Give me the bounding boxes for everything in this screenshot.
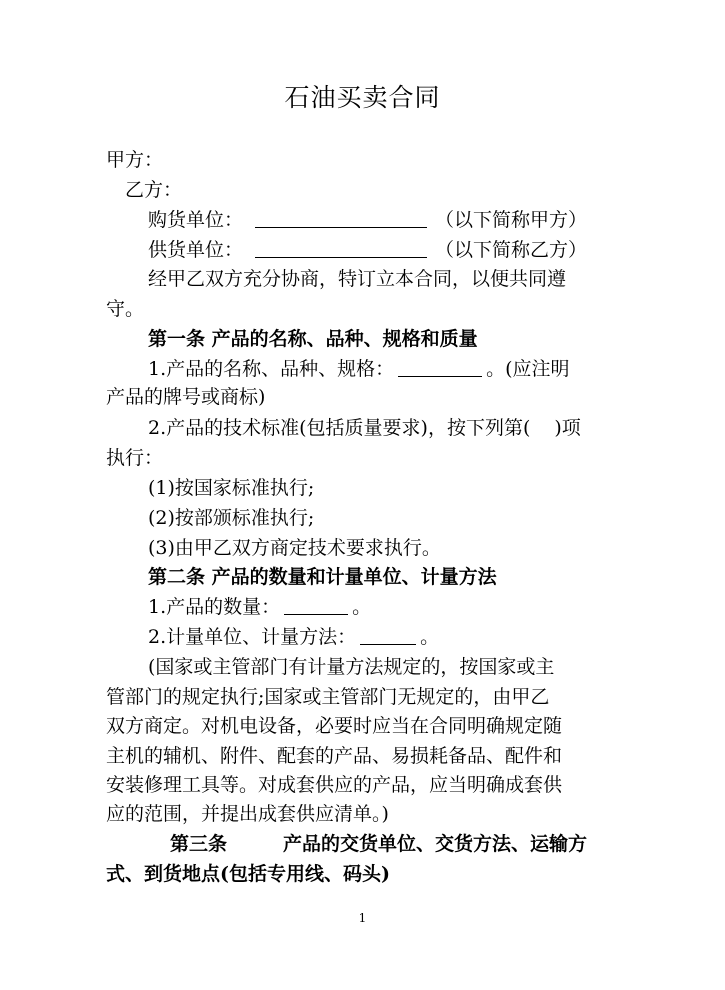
art2-item1-tail: 。 — [352, 596, 372, 618]
art2-note-line: 主机的辅机、附件、配套的产品、易损耗备品、配件和 — [106, 745, 563, 767]
art2-item2-tail: 。 — [420, 626, 440, 648]
art2-item2-blank[interactable] — [360, 624, 416, 645]
art2-item2-text: 2.计量单位、计量方法： — [148, 626, 357, 648]
article-3-heading-number: 第三条 — [170, 833, 228, 855]
article-2-heading: 第二条 产品的数量和计量单位、计量方法 — [148, 566, 497, 588]
article-3-heading: 产品的交货单位、交货方法、运输方 — [283, 833, 588, 855]
seller-blank[interactable] — [255, 237, 427, 258]
contract-title: 石油买卖合同 — [284, 83, 441, 112]
art2-note-line: 管部门的规定执行;国家或主管部门无规定的，由甲乙 — [106, 686, 550, 708]
art1-item2-tail: )项 — [554, 417, 581, 439]
art2-item1-text: 1.产品的数量： — [148, 596, 281, 618]
art2-item1-blank[interactable] — [284, 594, 348, 615]
art1-item1-cont: 产品的牌号或商标) — [106, 386, 266, 408]
seller-line — [148, 237, 587, 263]
art2-item2-line — [148, 624, 439, 650]
art1-item1-tail: 。(应注明 — [486, 358, 570, 380]
art2-note-line: 安装修理工具等。对成套供应的产品，应当明确成套供 — [106, 774, 563, 796]
art1-item2-line — [148, 415, 581, 441]
art1-item1-text: 1.产品的名称、品种、规格： — [148, 358, 395, 380]
page-number: 1 — [358, 911, 367, 925]
buyer-suffix: （以下简称甲方） — [435, 209, 588, 231]
seller-label: 供货单位： — [148, 239, 244, 261]
art1-item2-cont: 执行： — [106, 447, 164, 469]
art1-item2-text: 2.产品的技术标准(包括质量要求)，按下列第( — [148, 417, 531, 439]
party-a-line: 甲方： — [106, 149, 164, 171]
article-1-heading: 第一条 产品的名称、品种、规格和质量 — [148, 328, 478, 350]
buyer-label: 购货单位： — [148, 209, 244, 231]
intro-line-1: 经甲乙双方充分协商，特订立本合同，以便共同遵 — [148, 268, 567, 290]
art1-option-2: (2)按部颁标准执行; — [148, 507, 315, 529]
buyer-line — [148, 207, 587, 233]
art2-item1-line — [148, 594, 371, 620]
art1-option-3: (3)由甲乙双方商定技术要求执行。 — [148, 537, 441, 559]
art2-note-line: (国家或主管部门有计量方法规定的，按国家或主 — [148, 656, 555, 678]
art1-item1-line — [148, 356, 570, 382]
seller-suffix: （以下简称乙方） — [435, 239, 588, 261]
art2-note-line: 双方商定。对机电设备，必要时应当在合同明确规定随 — [106, 715, 563, 737]
buyer-blank[interactable] — [255, 207, 427, 228]
art1-option-1: (1)按国家标准执行; — [148, 477, 315, 499]
party-b-line: 乙方： — [125, 179, 183, 201]
article-3-heading-cont: 式、到货地点(包括专用线、码头) — [106, 863, 390, 885]
intro-line-2: 守。 — [106, 298, 145, 320]
art1-item1-blank[interactable] — [398, 356, 482, 377]
art2-note-line: 应的范围，并提出成套供应清单。) — [106, 803, 389, 825]
